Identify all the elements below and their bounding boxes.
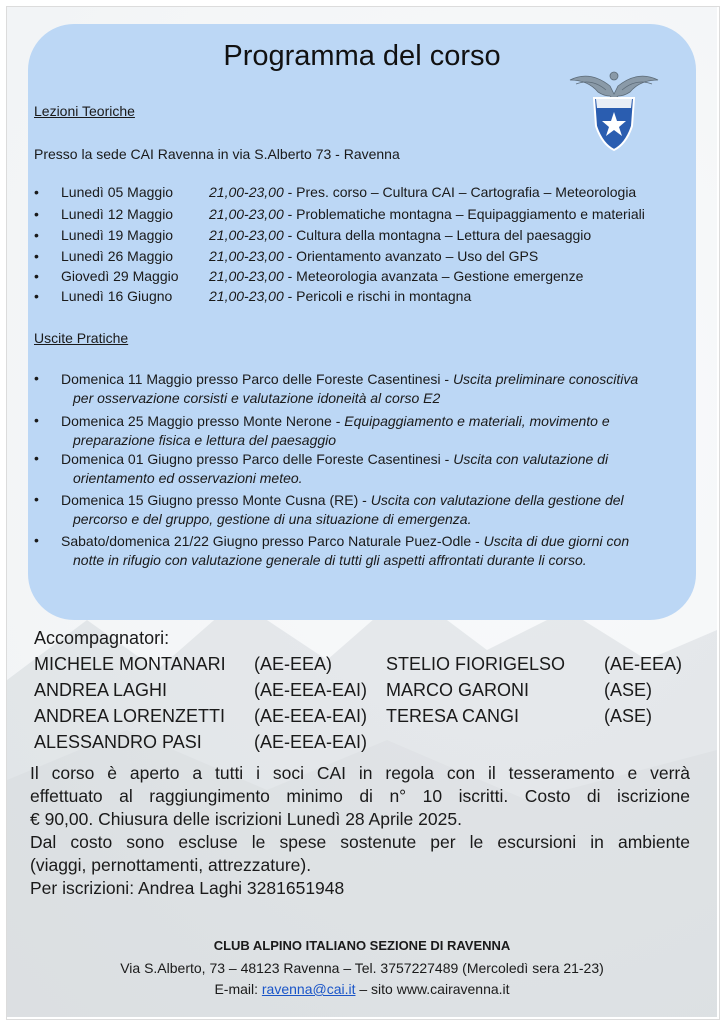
website-text: – sito www.cairavenna.it: [355, 981, 510, 997]
outing-place: Sabato/domenica 21/22 Giugno presso Parco Naturale Puez-Odle -: [61, 533, 484, 549]
lesson-day: Lunedì 16 Giugno: [61, 288, 173, 304]
email-label: E-mail:: [214, 981, 262, 997]
cai-logo-icon: [566, 66, 662, 156]
lesson-day: Lunedì 26 Maggio: [61, 248, 174, 264]
companion-name: TERESA CANGI: [386, 706, 520, 726]
outing-place: Domenica 15 Giugno presso Monte Cusna (RE) -: [61, 492, 371, 508]
course-info: [30, 762, 690, 900]
lesson-time: 21,00-23,00: [209, 268, 284, 284]
outing-description-cont: per osservazione corsisti e valutazione idoneità al corso E2: [73, 389, 441, 406]
outing-item: • Domenica 15 Giugno presso Monte Cusna (RE) - Uscita con valutazione della gestione del percorso e del gruppo, gestione di una situazione di emergenza.: [34, 491, 700, 528]
lesson-item: • Giovedì 29 Maggio 21,00-23,00 - Meteorologia avanzata – Gestione emergenze: [34, 268, 584, 284]
companion-role: (AE-EEA-EAI): [254, 680, 368, 700]
footer-organization: CLUB ALPINO ITALIANO SEZIONE DI RAVENNA: [213, 938, 511, 953]
lesson-topic: - Meteorologia avanzata – Gestione emergenze: [283, 268, 584, 284]
lesson-item: • Lunedì 26 Maggio 21,00-23,00 - Orientamento avanzato – Uso del GPS: [34, 248, 539, 264]
theory-heading: Lezioni Teoriche: [34, 103, 135, 119]
outing-place: Domenica 11 Maggio presso Parco delle Foreste Casentinesi -: [61, 371, 453, 387]
lesson-time: 21,00-23,00: [209, 227, 284, 243]
lesson-item: • Lunedì 05 Maggio 21,00-23,00 - Pres. corso – Cultura CAI – Cartografia – Meteorologia: [34, 184, 637, 200]
info-line: (viaggi, pernottamenti, attrezzature).: [30, 855, 312, 875]
outing-item: • Domenica 01 Giugno presso Parco delle Foreste Casentinesi - Uscita con valutazione di orientamento ed osservazioni meteo.: [34, 450, 700, 487]
lesson-topic: - Pres. corso – Cultura CAI – Cartografia – Meteorologia: [283, 184, 637, 200]
info-line: € 90,00. Chiusura delle iscrizioni Lunedì 28 Aprile 2025.: [30, 809, 462, 829]
footer-address: Via S.Alberto, 73 – 48123 Ravenna – Tel. 3757227489 (Mercoledì sera 21-23): [120, 960, 604, 976]
lesson-topic: - Pericoli e rischi in montagna: [283, 288, 472, 304]
companion-name: ANDREA LORENZETTI: [34, 706, 226, 726]
outing-description: Uscita preliminare conoscitiva: [452, 371, 639, 387]
companion-name: MARCO GARONI: [386, 680, 530, 700]
practice-heading: Uscite Pratiche: [34, 330, 129, 346]
lesson-time: 21,00-23,00: [209, 248, 284, 264]
companion-name: STELIO FIORIGELSO: [386, 654, 566, 674]
companion-role: (ASE): [604, 680, 653, 700]
registration-contact: Per iscrizioni: Andrea Laghi 3281651948: [30, 878, 345, 898]
lesson-day: Lunedì 12 Maggio: [61, 206, 174, 222]
info-line: Il corso è aperto a tutti i soci CAI in regola con il tesseramento e verrà: [30, 763, 690, 783]
lesson-time: 21,00-23,00: [209, 288, 284, 304]
lesson-day: Giovedì 29 Maggio: [61, 268, 179, 284]
info-line: Dal costo sono escluse le spese sostenute per le escursioni in ambiente: [30, 832, 690, 852]
outing-item: • Domenica 25 Maggio presso Monte Nerone - Equipaggiamento e materiali, movimento e preparazione fisica e lettura del paesaggio: [34, 412, 700, 449]
lesson-day: Lunedì 19 Maggio: [61, 227, 174, 243]
lesson-topic: - Problematiche montagna – Equipaggiamento e materiali: [283, 206, 645, 222]
email-link[interactable]: ravenna@cai.it: [261, 981, 356, 997]
lesson-day: Lunedì 05 Maggio: [61, 184, 174, 200]
info-line: effettuato al raggiungimento minimo di n° 10 iscritti. Costo di iscrizione: [30, 786, 690, 806]
outing-description: Uscita con valutazione di: [453, 451, 609, 467]
outing-place: Domenica 01 Giugno presso Parco delle Foreste Casentinesi -: [61, 451, 454, 467]
companions-heading: Accompagnatori:: [34, 628, 170, 648]
outing-description-cont: notte in rifugio con valutazione generale di tutti gli aspetti affrontati durante li corso.: [73, 551, 587, 568]
lesson-topic: - Cultura della montagna – Lettura del paesaggio: [283, 227, 592, 243]
outing-description-cont: preparazione fisica e lettura del paesaggio: [73, 431, 337, 448]
outing-description-cont: percorso e del gruppo, gestione di una situazione di emergenza.: [73, 510, 472, 527]
outing-item: • Sabato/domenica 21/22 Giugno presso Parco Naturale Puez-Odle - Uscita di due giorni con notte in rifugio con valutazione generale di tutti gli aspetti affrontati durante li corso.: [34, 532, 700, 569]
lesson-item: • Lunedì 19 Maggio 21,00-23,00 - Cultura della montagna – Lettura del paesaggio: [34, 227, 592, 243]
companion-name: ALESSANDRO PASI: [34, 732, 202, 752]
outing-description: Equipaggiamento e materiali, movimento e: [344, 413, 610, 429]
lesson-topic: - Orientamento avanzato – Uso del GPS: [283, 248, 539, 264]
companion-role: (AE-EEA-EAI): [254, 706, 368, 726]
companion-role: (AE-EEA): [604, 654, 683, 674]
theory-location: Presso la sede CAI Ravenna in via S.Alberto 73 - Ravenna: [34, 146, 400, 162]
outing-description: Uscita di due giorni con: [483, 533, 630, 549]
outing-description-cont: orientamento ed osservazioni meteo.: [73, 469, 303, 486]
outing-place: Domenica 25 Maggio presso Monte Nerone -: [61, 413, 345, 429]
lesson-item: • Lunedì 12 Maggio 21,00-23,00 - Problematiche montagna – Equipaggiamento e materiali: [34, 206, 645, 222]
companion-name: ANDREA LAGHI: [34, 680, 168, 700]
lesson-time: 21,00-23,00: [209, 184, 284, 200]
page-title: Programma del corso: [223, 40, 501, 72]
lesson-item: • Lunedì 16 Giugno 21,00-23,00 - Pericoli e rischi in montagna: [34, 288, 472, 304]
outing-item: • Domenica 11 Maggio presso Parco delle Foreste Casentinesi - Uscita preliminare conoscitiva per osservazione corsisti e valutazione idoneità al corso E2: [34, 370, 700, 407]
companion-name: MICHELE MONTANARI: [34, 654, 226, 674]
outing-description: Uscita con valutazione della gestione del: [370, 492, 624, 508]
companion-role: (ASE): [604, 706, 653, 726]
lesson-time: 21,00-23,00: [209, 206, 284, 222]
companion-role: (AE-EEA): [254, 654, 333, 674]
companion-role: (AE-EEA-EAI): [254, 732, 368, 752]
footer-contact: [0, 981, 724, 997]
